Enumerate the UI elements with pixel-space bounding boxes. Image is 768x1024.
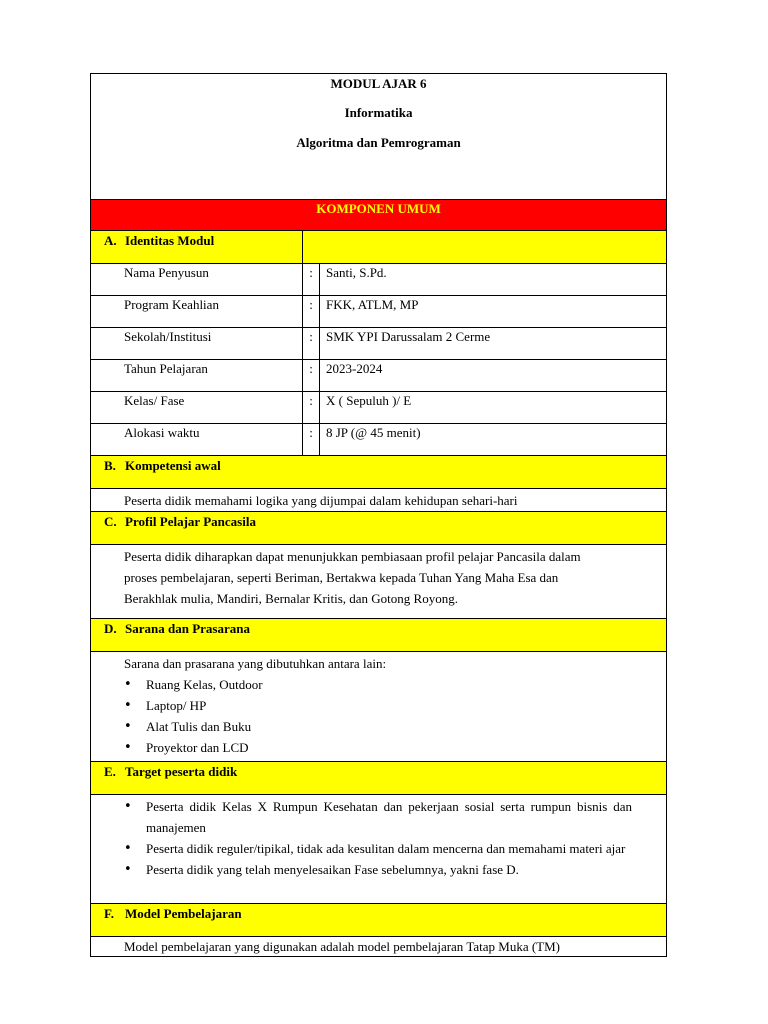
section-b-letter: B. <box>104 458 116 473</box>
section-d-heading <box>91 619 667 652</box>
target-list <box>124 796 632 880</box>
list-item: • Peserta didik yang telah menyelesaikan Fase sebelumnya, yakni fase D. <box>124 859 632 880</box>
section-a-heading <box>91 231 303 264</box>
identity-row-kelas <box>91 392 667 424</box>
section-c-letter: C. <box>104 514 117 529</box>
section-b-text: Peserta didik memahami logika yang dijumpai dalam kehidupan sehari-hari <box>124 493 518 508</box>
section-b-heading <box>91 456 667 489</box>
identity-value: SMK YPI Darussalam 2 Cerme <box>320 328 667 360</box>
section-f-text: Model pembelajaran yang digunakan adalah model pembelajaran Tatap Muka (TM) <box>124 939 560 954</box>
section-c-heading <box>91 512 667 545</box>
section-f-letter: F. <box>104 906 114 921</box>
identity-row-program <box>91 296 667 328</box>
module-table <box>90 73 667 957</box>
identity-colon: : <box>303 360 320 392</box>
identity-label: Nama Penyusun <box>91 264 303 296</box>
module-document <box>90 73 666 957</box>
section-e-heading <box>91 762 667 795</box>
section-b-title: Kompetensi awal <box>125 458 221 473</box>
sarana-list <box>124 674 632 758</box>
section-e-body <box>91 795 667 904</box>
section-a-title: Identitas Modul <box>125 233 215 248</box>
identity-colon: : <box>303 392 320 424</box>
section-d-letter: D. <box>104 621 117 636</box>
section-d-body <box>91 652 667 762</box>
list-item: • Laptop/ HP <box>124 695 632 716</box>
identity-label: Alokasi waktu <box>91 424 303 456</box>
identity-colon: : <box>303 424 320 456</box>
identity-value: Santi, S.Pd. <box>320 264 667 296</box>
identity-colon: : <box>303 328 320 360</box>
section-c-title: Profil Pelajar Pancasila <box>125 514 256 529</box>
module-title: MODUL AJAR 6 <box>330 76 427 91</box>
section-f-heading <box>91 904 667 937</box>
module-header <box>91 74 667 200</box>
komponen-umum-label: KOMPONEN UMUM <box>316 201 441 216</box>
identity-value: FKK, ATLM, MP <box>320 296 667 328</box>
list-item: • Peserta didik reguler/tipikal, tidak ada kesulitan dalam mencerna dan memahami materi ajar <box>124 838 632 859</box>
section-c-line: proses pembelajaran, seperti Beriman, Bertakwa kepada Tuhan Yang Maha Esa dan <box>124 570 559 585</box>
list-item: • Peserta didik Kelas X Rumpun Kesehatan dan pekerjaan sosial serta rumpun bisnis dan manajemen <box>124 796 632 838</box>
komponen-umum-band <box>91 200 667 231</box>
section-a-heading-blank <box>303 231 667 264</box>
module-topic: Algoritma dan Pemrograman <box>296 134 461 150</box>
section-e-letter: E. <box>104 764 116 779</box>
module-subject: Informatika <box>344 105 413 121</box>
identity-row-nama <box>91 264 667 296</box>
section-d-title: Sarana dan Prasarana <box>125 621 250 636</box>
section-c-body <box>91 545 667 619</box>
identity-colon: : <box>303 264 320 296</box>
identity-row-tahun <box>91 360 667 392</box>
section-e-title: Target peserta didik <box>125 764 238 779</box>
section-b-body <box>91 489 667 512</box>
list-item: • Alat Tulis dan Buku <box>124 716 632 737</box>
section-a-letter: A. <box>104 233 117 248</box>
identity-row-alokasi <box>91 424 667 456</box>
identity-value: 2023-2024 <box>320 360 667 392</box>
identity-colon: : <box>303 296 320 328</box>
identity-value: X ( Sepuluh )/ E <box>320 392 667 424</box>
identity-row-sekolah <box>91 328 667 360</box>
section-f-body <box>91 937 667 957</box>
section-f-title: Model Pembelajaran <box>125 906 242 921</box>
list-item: • Ruang Kelas, Outdoor <box>124 674 632 695</box>
section-d-intro: Sarana dan prasarana yang dibutuhkan antara lain: <box>124 656 387 671</box>
section-c-line: Berakhlak mulia, Mandiri, Bernalar Kritis, dan Gotong Royong. <box>124 591 458 606</box>
section-c-line: Peserta didik diharapkan dapat menunjukkan pembiasaan profil pelajar Pancasila dalam <box>124 549 581 564</box>
identity-label: Program Keahlian <box>91 296 303 328</box>
identity-label: Tahun Pelajaran <box>91 360 303 392</box>
identity-label: Kelas/ Fase <box>91 392 303 424</box>
identity-label: Sekolah/Institusi <box>91 328 303 360</box>
identity-value: 8 JP (@ 45 menit) <box>320 424 667 456</box>
list-item: • Proyektor dan LCD <box>124 737 632 758</box>
